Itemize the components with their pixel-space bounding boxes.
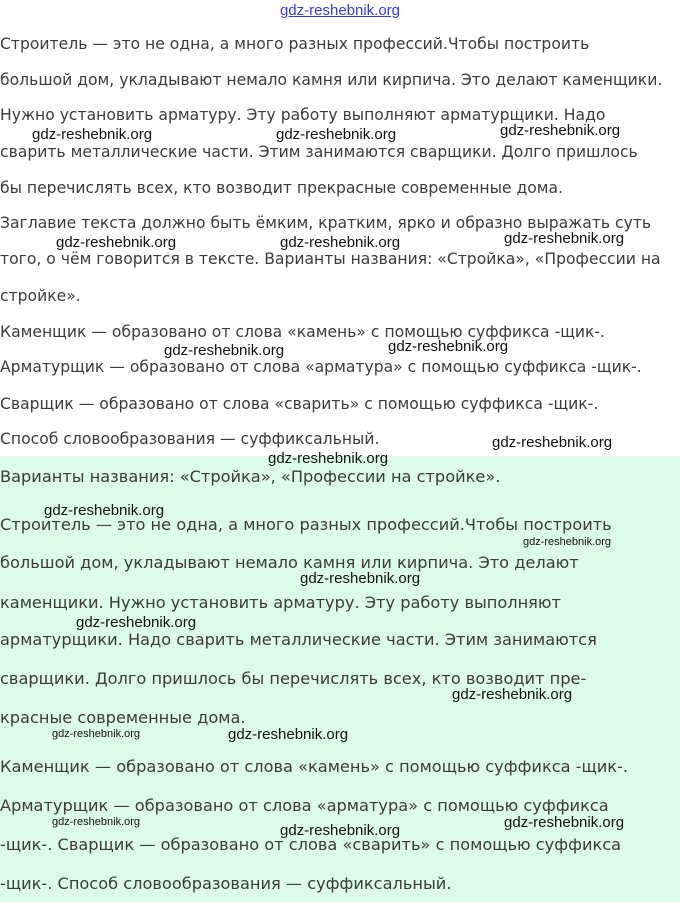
- watermark: gdz-reshebnik.org: [452, 686, 573, 703]
- answer-line-1: Варианты названия: «Стройка», «Профессии на стройке».: [0, 467, 501, 486]
- text-line-7: того, о чём говорится в тексте. Варианты названия: «Стройка», «Профессии на: [0, 250, 661, 268]
- text-line-4: сварить металлические части. Этим занимаются сварщики. Долго пришлось: [0, 143, 638, 161]
- answer-line-8: Каменщик — образовано от слова «камень» с помощью суффикса -щик-.: [0, 757, 629, 776]
- text-line-12: Способ словообразования — суффиксальный.: [0, 430, 380, 448]
- text-line-6: Заглавие текста должно быть ёмким, кратким, ярко и образно выражать суть: [0, 214, 652, 232]
- watermark: gdz-reshebnik.org: [504, 230, 625, 247]
- site-header-link[interactable]: gdz-reshebnik.org: [279, 2, 401, 19]
- watermark: gdz-reshebnik.org: [500, 122, 621, 139]
- watermark: gdz-reshebnik.org: [504, 814, 625, 831]
- watermark: gdz-reshebnik.org: [276, 126, 397, 143]
- answer-line-3: большой дом, укладывают немало камня или кирпича. Это делают: [0, 553, 579, 572]
- watermark: gdz-reshebnik.org: [280, 822, 401, 839]
- watermark: gdz-reshebnik.org: [32, 126, 153, 143]
- answer-line-7: красные современные дома.: [0, 708, 246, 727]
- answer-line-9: Арматурщик — образовано от слова «арматура» с помощью суффикса: [0, 796, 609, 815]
- watermark: gdz-reshebnik.org: [492, 434, 613, 451]
- watermark: gdz-reshebnik.org: [523, 536, 612, 548]
- answer-line-11: -щик-. Способ словообразования — суффиксальный.: [0, 874, 452, 893]
- text-line-11: Сварщик — образовано от слова «сварить» с помощью суффикса -щик-.: [0, 395, 599, 413]
- watermark: gdz-reshebnik.org: [280, 234, 401, 251]
- text-line-2: большой дом, укладывают немало камня или кирпича. Это делают каменщики.: [0, 71, 663, 89]
- text-line-9: Каменщик — образовано от слова «камень» с помощью суффикса -щик-.: [0, 323, 606, 341]
- answer-line-10: -щик-. Сварщик — образовано от слова «сварить» с помощью суффикса: [0, 835, 622, 854]
- text-line-8: стройке».: [0, 287, 81, 305]
- watermark: gdz-reshebnik.org: [76, 614, 197, 631]
- answer-line-2: Строитель — это не одна, а много разных профессий.Чтобы построить: [0, 515, 612, 534]
- watermark: gdz-reshebnik.org: [228, 726, 349, 743]
- answer-line-5: арматурщики. Надо сварить металлические части. Этим занимаются: [0, 630, 597, 649]
- text-line-3: Нужно установить арматуру. Эту работу выполняют арматурщики. Надо: [0, 106, 606, 124]
- answer-line-6: сварщики. Долго пришлось бы перечислять всех, кто возводит пре-: [0, 669, 587, 688]
- text-line-5: бы перечислять всех, кто возводит прекрасные современные дома.: [0, 179, 564, 197]
- text-line-10: Арматурщик — образовано от слова «арматура» с помощью суффикса -щик-.: [0, 358, 642, 376]
- watermark: gdz-reshebnik.org: [268, 450, 389, 467]
- text-line-1: Строитель — это не одна, а много разных профессий.Чтобы построить: [0, 35, 590, 53]
- watermark: gdz-reshebnik.org: [52, 816, 141, 828]
- watermark: gdz-reshebnik.org: [164, 342, 285, 359]
- watermark: gdz-reshebnik.org: [52, 728, 141, 740]
- watermark: gdz-reshebnik.org: [300, 570, 421, 587]
- watermark: gdz-reshebnik.org: [388, 338, 509, 355]
- watermark: gdz-reshebnik.org: [56, 234, 177, 251]
- watermark: gdz-reshebnik.org: [44, 502, 165, 519]
- answer-line-4: каменщики. Нужно установить арматуру. Эту работу выполняют: [0, 593, 561, 612]
